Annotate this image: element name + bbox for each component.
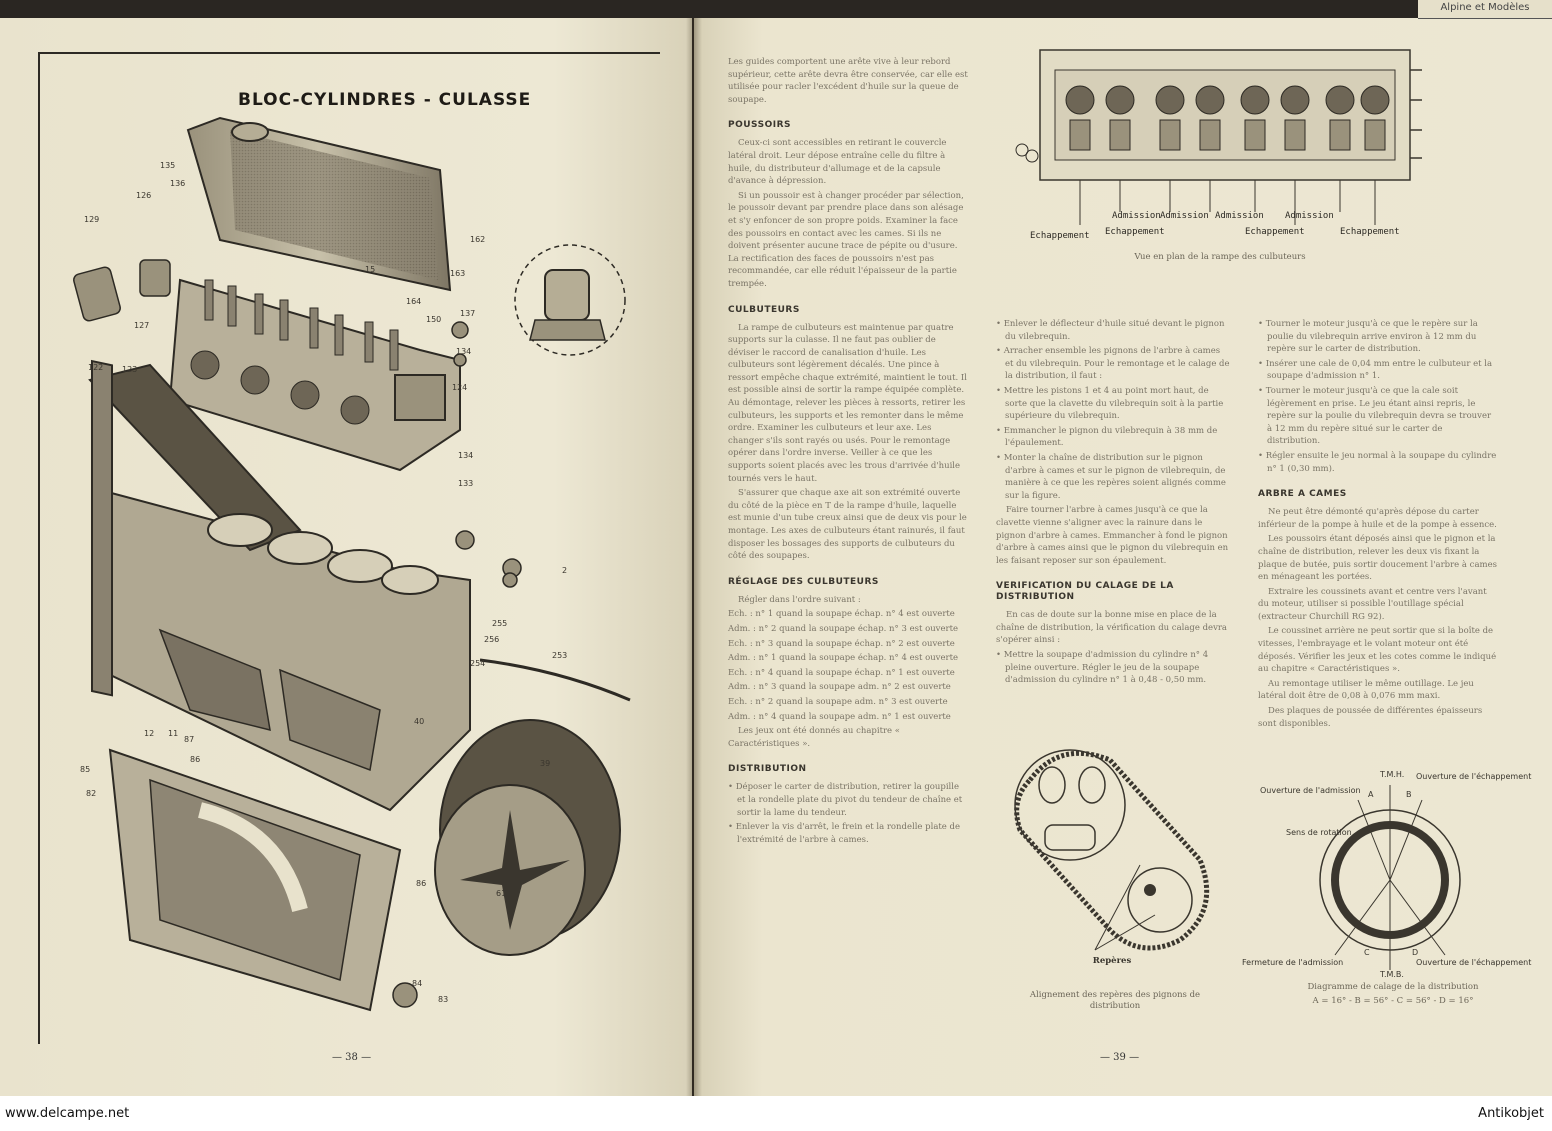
ouverture-admission-label: Ouverture de l'admission — [1260, 786, 1361, 795]
heading-distribution: DISTRIBUTION — [728, 764, 807, 775]
paragraph: Faire tourner l'arbre à cames jusqu'à ce que la clavette vienne s'aligner avec la rainure dans le pignon d'arbre à cames. Emmancher à fond le pignon d'arbre à cames ainsi que le pignon du vilebrequin en les faisant reposer sur son épaulement. — [996, 505, 1229, 566]
timing-chain-diagram — [1000, 740, 1230, 990]
bullet-item: • Mettre la soupape d'admission du cylindre n° 4 pleine ouverture. Régler le jeu de la soupape d'admission du cylindre n° 1 à 0,48 - 0,50 mm. — [996, 650, 1209, 686]
part-number-label: 2 — [562, 566, 568, 575]
heading-poussoirs: POUSSOIRS — [728, 120, 792, 131]
admission-label-3: Admission — [1215, 211, 1264, 221]
rocker-cover — [188, 118, 450, 290]
part-number-label: 83 — [438, 995, 449, 1004]
valve-timing-diagram — [1240, 765, 1540, 980]
part-number-label: 255 — [492, 619, 508, 628]
reglage-line: Ech. : n° 4 quand la soupape échap. n° 1 est ouverte — [728, 667, 955, 678]
paragraph: Des plaques de poussée de différentes épaisseurs sont disponibles. — [1258, 706, 1483, 729]
bullet-text: Mettre les pistons 1 et 4 au point mort haut, de sorte que la clavette du vilebrequin soit à la partie supérieure du vilebrequin. — [1003, 385, 1224, 422]
inset-detail — [515, 245, 625, 355]
fermeture-admission-label: Fermeture de l'admission — [1242, 958, 1344, 967]
sens-rotation-label: Sens de rotation — [1286, 828, 1352, 837]
bullet-text: Déposer le carter de distribution, retirer la goupille et la rondelle plate du pivot du tendeur de chaîne et sortir la lame du tendeur. — [735, 782, 963, 818]
right-page-number: — 39 — — [1100, 1052, 1140, 1063]
part-number-label: 86 — [190, 755, 201, 764]
watermark-left: www.delcampe.net — [5, 1106, 130, 1121]
bullet-item: • Enlever la vis d'arrêt, le frein et la rondelle plate de l'extrémité de l'arbre à cames. — [728, 822, 961, 845]
valve-diagram-caption: Diagramme de calage de la distribution — [1307, 982, 1479, 992]
paragraph: La rampe de culbuteurs est maintenue par quatre supports sur la culasse. Il ne faut pas oublier de déviser le raccord de canalisation d'huile. Les culbuteurs sont légèrement décalés. Une pince à ressort empêche chaque extrémité, maintient le tout. Il est possible ainsi de sortir la rampe équipée complète. Au démontage, relever les pièces à ressorts, retirer les culbuteurs, les supports et les remonter dans le même ordre. Examiner les culbuteurs et leur axe. Les changer s'ils sont rayés ou usés. Pour le remontage opérer dans l'ordre inverse. Veiller à ce que les supports soient placés avec les trous d'arrivée d'huile tournés vers le haut. — [728, 322, 967, 484]
heading-arbre-a-cames: ARBRE A CAMES — [1258, 489, 1347, 500]
part-number-label: 61 — [496, 889, 507, 898]
part-number-label: 135 — [160, 161, 176, 170]
paragraph: Le coussinet arrière ne peut sortir que si la boîte de vitesses, l'embrayage et le volant moteur ont été déposés. Vérifier les jeux et les cotes comme le indiqué au chapitre « Caractéristiques ». — [1258, 626, 1497, 675]
watermark-bar — [0, 1096, 1552, 1131]
admission-label-4: Admission — [1285, 211, 1334, 221]
bullet-text: Arracher ensemble les pignons de l'arbre à cames et du vilebrequin. Pour le remontage et le calage de la distribution, il faut : — [1003, 346, 1230, 382]
bullet-text: Tourner le moteur jusqu'à ce que la cale soit légèrement en prise. Le jeu étant ainsi repris, le repère sur la poulie du vilebrequin devra se trouver à 12 mm du repère situé sur le carter de distribution. — [1265, 385, 1492, 447]
part-number-label: 254 — [470, 659, 486, 668]
part-number-label: 82 — [86, 789, 97, 798]
rampe-caption: Vue en plan de la rampe des culbuteurs — [1134, 252, 1306, 262]
admission-label-1: Admission — [1112, 211, 1161, 221]
bullet-text: Emmancher le pignon du vilebrequin à 38 mm de l'épaulement. — [1003, 425, 1218, 449]
bullet-item: • Arracher ensemble les pignons de l'arbre à cames et du vilebrequin. Pour le remontage et le calage de la distribution, il faut : — [996, 346, 1230, 382]
part-number-label: 129 — [84, 215, 100, 224]
echappement-label-4: Echappement — [1340, 227, 1400, 237]
part-number-label: 11 — [168, 729, 179, 738]
watermark-right: Antikobjet — [1478, 1106, 1544, 1121]
bullet-text: Tourner le moteur jusqu'à ce que le repère sur la poulie du vilebrequin arrive environ à 12 mm du repère sur le carter de distribution. — [1265, 319, 1478, 355]
paragraph: Au remontage utiliser le même outillage. Le jeu latéral doit être de 0,08 à 0,076 mm maxi. — [1258, 678, 1474, 702]
chain-caption-reperes: Repères — [1092, 956, 1132, 966]
heading-verification: VERIFICATION DU CALAGE DE LA DISTRIBUTION — [996, 581, 1174, 603]
bullet-text: Insérer une cale de 0,04 mm entre le culbuteur et la soupape d'admission n° 1. — [1265, 358, 1493, 382]
heading-culbuteurs: CULBUTEURS — [728, 304, 800, 315]
bullet-item: • Mettre les pistons 1 et 4 au point mort haut, de sorte que la clavette du vilebrequin soit à la partie supérieure du vilebrequin. — [996, 385, 1224, 422]
intro-paragraph: Les guides comportent une arête vive à leur rebord supérieur, cette arête devra être conservée, car elle est utilisée pour racler l'excédent d'huile sur la queue de soupape. — [728, 57, 968, 105]
label-a: A — [1368, 790, 1374, 799]
paragraph: Les poussoirs étant déposés ainsi que le pignon et la chaîne de distribution, relever les deux vis fixant la plaque de butée, puis sortir doucement l'arbre à cames en ménageant les portées. — [1258, 534, 1497, 583]
bullet-text: Enlever le déflecteur d'huile situé devant le pignon du vilebrequin. — [1003, 319, 1225, 342]
part-number-label: 15 — [365, 265, 376, 274]
part-number-label: 162 — [470, 235, 486, 244]
part-number-label: 122 — [88, 363, 104, 372]
part-number-label: 253 — [552, 651, 568, 660]
engine-exploded-view — [40, 110, 680, 1040]
reglage-line: Adm. : n° 2 quand la soupape échap. n° 3 est ouverte — [728, 623, 959, 634]
part-number-label: 134 — [458, 451, 474, 460]
chain-caption: Alignement des repères des pignons de distribution — [1029, 990, 1201, 1011]
paragraph: Régler dans l'ordre suivant : — [738, 594, 861, 605]
page-title: BLOC-CYLINDRES - CULASSE — [238, 90, 532, 110]
part-number-label: 86 — [416, 879, 427, 888]
text-column-3 — [1258, 318, 1498, 732]
fermeture-echappement-label: Ouverture de l'échappement — [1416, 958, 1532, 967]
part-number-label: 256 — [484, 635, 500, 644]
admission-label-2: Admission — [1160, 211, 1209, 221]
paragraph: Extraire les coussinets avant et centre vers l'avant du moteur, utiliser si possible l'outillage spécial (extracteur Churchill RG 92). — [1258, 586, 1487, 622]
paragraph: Si un poussoir est à changer procéder par sélection, le poussoir devant par prendre place dans son alésage et s'y enfoncer de son propre poids. Examiner la face des poussoirs en contact avec les cames. Si ils ne doivent présenter aucune trace de pépite ou d'usure. La rectification des faces de poussoirs n'est pas recommandée, car elle réduit l'épaisseur de la partie trempée. — [728, 190, 964, 289]
reglage-line: Ech. : n° 3 quand la soupape échap. n° 2 est ouverte — [728, 638, 955, 649]
bullet-item: • Enlever le déflecteur d'huile situé devant le pignon du vilebrequin. — [996, 319, 1225, 342]
paragraph: En cas de doute sur la bonne mise en place de la chaîne de distribution, la vérification du calage devra s'opérer ainsi : — [996, 610, 1228, 646]
echappement-label-2: Echappement — [1105, 227, 1165, 237]
part-number-label: 134 — [456, 347, 472, 356]
bullet-item: • Insérer une cale de 0,04 mm entre le culbuteur et la soupape d'admission n° 1. — [1258, 358, 1493, 382]
part-number-label: 126 — [136, 191, 152, 200]
bullet-item: • Déposer le carter de distribution, retirer la goupille et la rondelle plate du pivot du tendeur de chaîne et sortir la lame du tendeur. — [728, 782, 963, 818]
echappement-label-1: Echappement — [1030, 231, 1090, 241]
bullet-text: Mettre la soupape d'admission du cylindre n° 4 pleine ouverture. Régler le jeu de la soupape d'admission du cylindre n° 1 à 0,48 - 0,50 mm. — [1003, 650, 1209, 686]
left-page-number: — 38 — — [332, 1052, 372, 1063]
label-b: B — [1406, 790, 1412, 799]
paragraph: S'assurer que chaque axe ait son extrémité ouverte du côté de la pièce en T de la rampe d'huile, laquelle est munie d'un tube creux ainsi que de deux vis pour le montage. Les axes de culbuteurs étant rainurés, il faut disposer les bossages des supports de culbuteurs du côté des soupapes. — [728, 488, 967, 562]
paragraph: Ceux-ci sont accessibles en retirant le couvercle latéral droit. Leur dépose entraîne celle du filtre à huile, du distributeur d'allumage et de la capsule d'avance à dépression. — [728, 138, 947, 187]
part-number-label: 136 — [170, 179, 186, 188]
ouverture-echappement-label: Ouverture de l'échappement — [1416, 772, 1532, 781]
part-number-label: 137 — [460, 309, 476, 318]
header-tab: Alpine et Modèles — [1418, 0, 1552, 19]
part-number-label: 133 — [458, 479, 474, 488]
tmh-label: T.M.H. — [1380, 770, 1405, 779]
tmb-label: T.M.B. — [1380, 970, 1404, 979]
reglage-line: Ech. : n° 1 quand la soupape échap. n° 4 est ouverte — [728, 609, 955, 620]
bullet-item: • Monter la chaîne de distribution sur le pignon d'arbre à cames et sur le pignon de vilebrequin, de manière à ce que les repères soient alignés comme sur la figure. — [996, 452, 1226, 501]
text-column-2 — [996, 318, 1231, 689]
part-number-label: 40 — [414, 717, 425, 726]
bullet-item: • Régler ensuite le jeu normal à la soupape du cylindre n° 1 (0,30 mm). — [1258, 450, 1497, 474]
part-number-label: 164 — [406, 297, 422, 306]
valve-diagram-values: A = 16° - B = 56° - C = 56° - D = 16° — [1312, 996, 1474, 1006]
label-c: C — [1364, 948, 1370, 957]
part-number-label: 150 — [426, 315, 442, 324]
paragraph: Ne peut être démonté qu'après dépose du carter inférieur de la pompe à huile et de la pompe à essence. — [1258, 507, 1497, 530]
part-number-label: 87 — [184, 735, 195, 744]
part-number-label: 39 — [540, 759, 551, 768]
part-number-label: 85 — [80, 765, 91, 774]
reglage-line: Ech. : n° 2 quand la soupape adm. n° 3 est ouverte — [728, 696, 948, 707]
label-d: D — [1412, 948, 1419, 957]
bullet-text: Enlever la vis d'arrêt, le frein et la rondelle plate de l'extrémité de l'arbre à cames. — [735, 822, 961, 845]
heading-reglage: RÉGLAGE DES CULBUTEURS — [728, 576, 879, 587]
rocker-shaft-plan-diagram — [1010, 40, 1430, 250]
echappement-label-3: Echappement — [1245, 227, 1305, 237]
part-number-label: 127 — [134, 321, 150, 330]
reglage-line: Adm. : n° 4 quand la soupape adm. n° 1 est ouverte — [728, 711, 951, 722]
timing-cover — [435, 720, 620, 955]
page-gutter — [686, 18, 702, 1096]
paragraph: Les jeux ont été donnés au chapitre « Caractéristiques ». — [728, 726, 900, 749]
part-number-label: 84 — [412, 979, 423, 988]
part-number-label: 123 — [122, 365, 138, 374]
bullet-text: Régler ensuite le jeu normal à la soupape du cylindre n° 1 (0,30 mm). — [1265, 450, 1497, 474]
bullet-item: • Tourner le moteur jusqu'à ce que le repère sur la poulie du vilebrequin arrive environ à 12 mm du repère sur le carter de distribution. — [1258, 319, 1478, 355]
text-column-1 — [728, 56, 968, 848]
bullet-item: • Emmancher le pignon du vilebrequin à 38 mm de l'épaulement. — [996, 425, 1218, 449]
part-number-label: 163 — [450, 269, 466, 278]
bullet-text: Monter la chaîne de distribution sur le pignon d'arbre à cames et sur le pignon de vilebrequin, de manière à ce que les repères soient alignés comme sur la figure. — [1003, 452, 1226, 501]
part-number-label: 124 — [452, 383, 468, 392]
bullet-item: • Tourner le moteur jusqu'à ce que la cale soit légèrement en prise. Le jeu étant ainsi repris, le repère sur la poulie du vilebrequin devra se trouver à 12 mm du repère situé sur le carter de distribution. — [1258, 385, 1492, 447]
reglage-line: Adm. : n° 3 quand la soupape adm. n° 2 est ouverte — [728, 682, 951, 693]
part-number-label: 12 — [144, 729, 155, 738]
reglage-line: Adm. : n° 1 quand la soupape échap. n° 4 est ouverte — [728, 653, 959, 664]
